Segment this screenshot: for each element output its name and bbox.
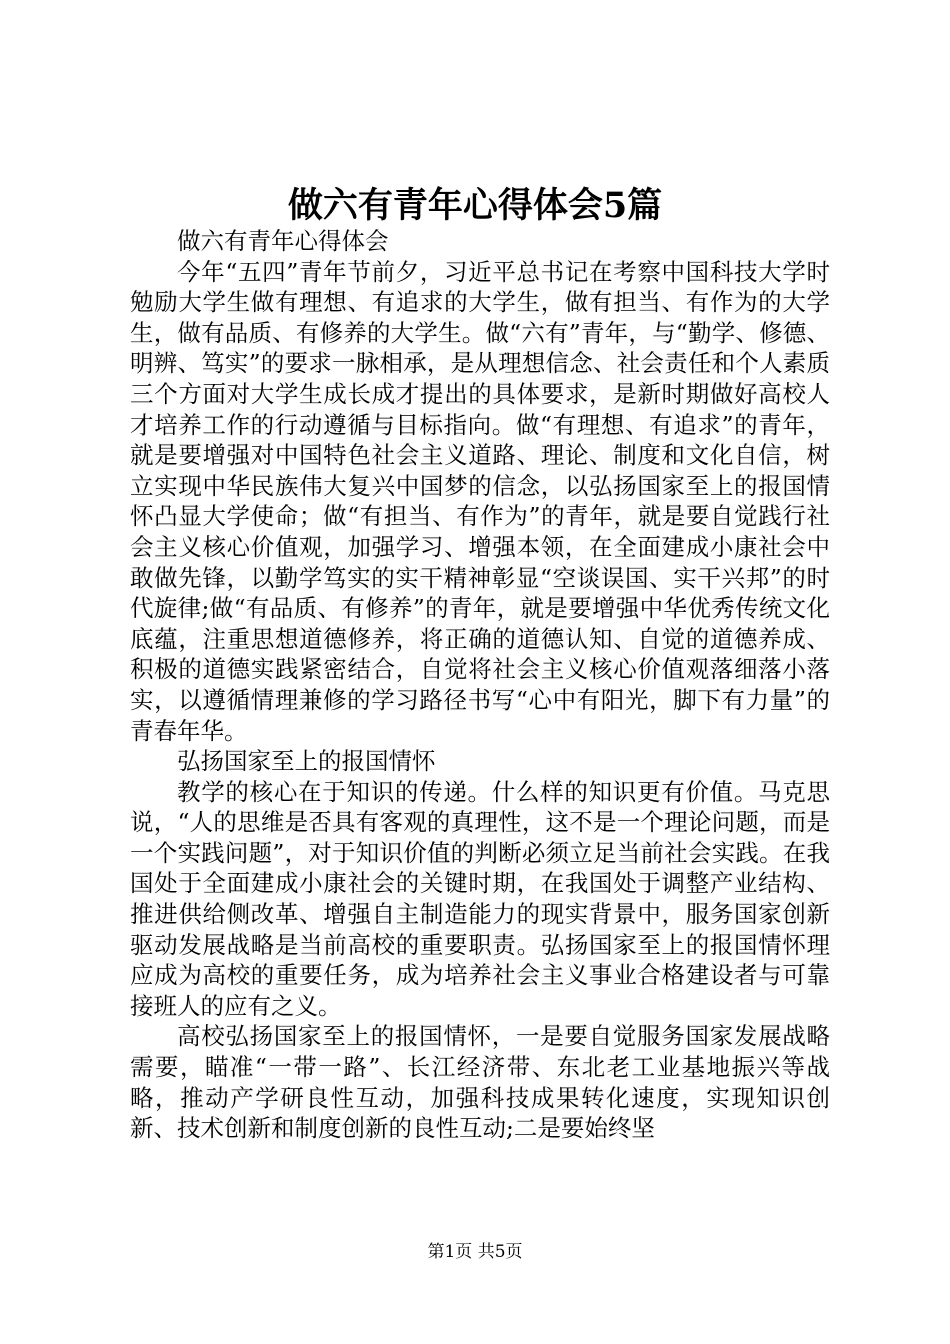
body-paragraph: 今年“五四”青年节前夕，习近平总书记在考察中国科技大学时勉励大学生做有理想、有追求的大学生，做有担当、有作为的大学生，做有品质、有修养的大学生。做“六有”青年，与“勤学、修德、明辨、笃实”的要求一脉相承，是从理想信念、社会责任和个人素质三个方面对大学生成长成才提出的具体要求，是新时期做好高校人才培养工作的行动遵循与目标指向。做“有理想、有追求”的青年，就是要增强对中国特色社会主义道路、理论、制度和文化自信，树立实现中华民族伟大复兴中国梦的信念，以弘扬国家至上的报国情怀凸显大学使命；做“有担当、有作为”的青年，就是要自觉践行社会主义核心价值观，加强学习、增强本领，在全面建成小康社会中敢做先锋，以勤学笃实的实干精神彰显“空谈误国、实干兴邦”的时代旋律;做“有品质、有修养”的青年，就是要增强中华优秀传统文化底蕴，注重思想道德修养，将正确的道德认知、自觉的道德养成、积极的道德实践紧密结合，自觉将社会主义核心价值观落细落小落实，以遵循情理兼修的学习路径书写“心中有阳光，脚下有力量”的青春年华。 — [130, 257, 830, 745]
document-body — [130, 226, 830, 1144]
section-heading: 做六有青年心得体会 — [177, 227, 389, 255]
page-number-footer: 第1页 共5页 — [427, 1242, 523, 1262]
document-title: 做六有青年心得体会5篇 — [287, 185, 663, 226]
section-heading: 弘扬国家至上的报国情怀 — [177, 747, 436, 776]
body-paragraph: 高校弘扬国家至上的报国情怀，一是要自觉服务国家发展战略需要，瞄准“一带一路”、长江经济带、东北老工业基地振兴等战略，推动产学研良性互动，加强科技成果转化速度，实现知识创新、技术创新和制度创新的良性互动;二是要始终坚 — [130, 1022, 830, 1143]
body-paragraph: 教学的核心在于知识的传递。什么样的知识更有价值。马克思说，“人的思维是否具有客观的真理性，这不是一个理论问题，而是一个实践问题”，对于知识价值的判断必须立足当前社会实践。在我国处于全面建成小康社会的关键时期，在我国处于调整产业结构、推进供给侧改革、增强自主制造能力的现实背景中，服务国家创新驱动发展战略是当前高校的重要职责。弘扬国家至上的报国情怀理应成为高校的重要任务，成为培养社会主义事业合格建设者与可靠接班人的应有之义。 — [130, 777, 830, 1020]
